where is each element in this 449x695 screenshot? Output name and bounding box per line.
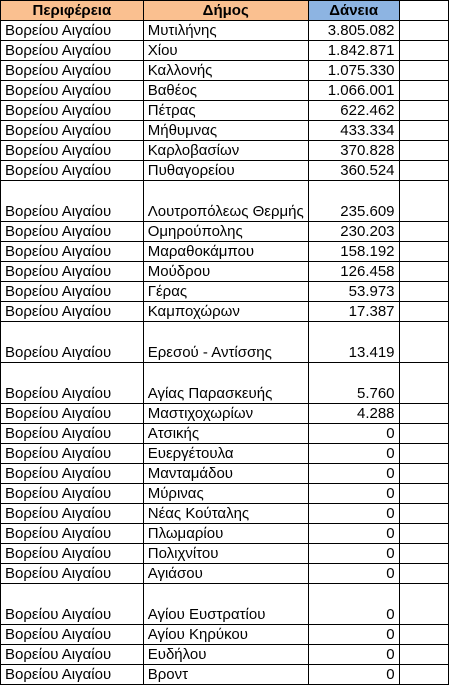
table-row xyxy=(1,181,449,222)
empty-cell[interactable] xyxy=(399,181,448,222)
empty-cell[interactable] xyxy=(399,645,448,665)
empty-cell[interactable] xyxy=(399,404,448,424)
cell-loans[interactable]: 1.075.330 xyxy=(308,61,399,81)
table-row xyxy=(1,625,449,645)
cell-municipality[interactable]: Ομηρούπολης xyxy=(143,222,308,242)
cell-region[interactable]: Βορείου Αιγαίου xyxy=(1,21,144,41)
cell-region[interactable]: Βορείου Αιγαίου xyxy=(1,504,144,524)
cell-municipality[interactable]: Πλωμαρίου xyxy=(143,524,308,544)
table-row xyxy=(1,464,449,484)
cell-region[interactable]: Βορείου Αιγαίου xyxy=(1,404,144,424)
table-row xyxy=(1,404,449,424)
table-row xyxy=(1,544,449,564)
table-row xyxy=(1,81,449,101)
cell-loans[interactable]: 0 xyxy=(308,564,399,584)
table-row xyxy=(1,584,449,625)
cell-region[interactable]: Βορείου Αιγαίου xyxy=(1,424,144,444)
cell-loans[interactable]: 3.805.082 xyxy=(308,21,399,41)
cell-region[interactable]: Βορείου Αιγαίου xyxy=(1,645,144,665)
cell-loans[interactable]: 0 xyxy=(308,524,399,544)
table-row xyxy=(1,484,449,504)
cell-municipality[interactable]: Αγίου Ευστρατίου xyxy=(143,584,308,625)
table-row xyxy=(1,262,449,282)
cell-municipality[interactable]: Αγίας Παρασκευής xyxy=(143,363,308,404)
cell-region[interactable]: Βορείου Αιγαίου xyxy=(1,161,144,181)
cell-loans[interactable]: 0 xyxy=(308,424,399,444)
cell-region[interactable]: Βορείου Αιγαίου xyxy=(1,665,144,685)
table-row xyxy=(1,141,449,161)
cell-region[interactable]: Βορείου Αιγαίου xyxy=(1,282,144,302)
cell-loans[interactable]: 0 xyxy=(308,464,399,484)
cell-loans[interactable]: 370.828 xyxy=(308,141,399,161)
cell-municipality[interactable]: Λουτροπόλεως Θερμής xyxy=(143,181,308,222)
cell-loans[interactable]: 433.334 xyxy=(308,121,399,141)
table-row xyxy=(1,564,449,584)
empty-cell[interactable] xyxy=(399,302,448,322)
table-row xyxy=(1,645,449,665)
cell-municipality[interactable]: Μύρινας xyxy=(143,484,308,504)
cell-region[interactable]: Βορείου Αιγαίου xyxy=(1,464,144,484)
cell-region[interactable]: Βορείου Αιγαίου xyxy=(1,41,144,61)
empty-cell[interactable] xyxy=(399,121,448,141)
cell-region[interactable]: Βορείου Αιγαίου xyxy=(1,484,144,504)
cell-loans[interactable]: 622.462 xyxy=(308,101,399,121)
table-row xyxy=(1,222,449,242)
cell-municipality[interactable]: Αγιάσου xyxy=(143,564,308,584)
cell-municipality[interactable]: Ευεργέτουλα xyxy=(143,444,308,464)
table-row xyxy=(1,121,449,141)
cell-municipality[interactable]: Ατσικής xyxy=(143,424,308,444)
cell-loans[interactable]: 0 xyxy=(308,544,399,564)
table-row xyxy=(1,242,449,262)
cell-loans[interactable]: 0 xyxy=(308,665,399,685)
empty-cell[interactable] xyxy=(399,262,448,282)
table-row xyxy=(1,161,449,181)
cell-municipality[interactable]: Μούδρου xyxy=(143,262,308,282)
cell-region[interactable]: Βορείου Αιγαίου xyxy=(1,222,144,242)
empty-cell[interactable] xyxy=(399,282,448,302)
cell-region[interactable]: Βορείου Αιγαίου xyxy=(1,302,144,322)
cell-region[interactable]: Βορείου Αιγαίου xyxy=(1,625,144,645)
table-row xyxy=(1,21,449,41)
empty-cell[interactable] xyxy=(399,444,448,464)
empty-cell[interactable] xyxy=(399,1,448,21)
cell-loans[interactable]: 0 xyxy=(308,484,399,504)
cell-region[interactable]: Βορείου Αιγαίου xyxy=(1,322,144,363)
cell-loans[interactable]: 158.192 xyxy=(308,242,399,262)
empty-cell[interactable] xyxy=(399,564,448,584)
cell-region[interactable]: Βορείου Αιγαίου xyxy=(1,524,144,544)
empty-cell[interactable] xyxy=(399,41,448,61)
cell-municipality[interactable]: Γέρας xyxy=(143,282,308,302)
cell-municipality[interactable]: Πέτρας xyxy=(143,101,308,121)
table-row xyxy=(1,101,449,121)
empty-cell[interactable] xyxy=(399,61,448,81)
empty-cell[interactable] xyxy=(399,665,448,685)
empty-cell[interactable] xyxy=(399,141,448,161)
cell-loans[interactable]: 17.387 xyxy=(308,302,399,322)
empty-cell[interactable] xyxy=(399,81,448,101)
cell-region[interactable]: Βορείου Αιγαίου xyxy=(1,81,144,101)
cell-region[interactable]: Βορείου Αιγαίου xyxy=(1,564,144,584)
table-row xyxy=(1,424,449,444)
cell-municipality[interactable]: Ερεσού - Αντίσσης xyxy=(143,322,308,363)
cell-loans[interactable]: 53.973 xyxy=(308,282,399,302)
empty-cell[interactable] xyxy=(399,544,448,564)
table-row xyxy=(1,665,449,685)
cell-region[interactable]: Βορείου Αιγαίου xyxy=(1,444,144,464)
empty-cell[interactable] xyxy=(399,464,448,484)
header-row xyxy=(1,1,449,21)
cell-loans[interactable]: 0 xyxy=(308,504,399,524)
cell-municipality[interactable]: Καρλοβασίων xyxy=(143,141,308,161)
empty-cell[interactable] xyxy=(399,484,448,504)
table-row xyxy=(1,444,449,464)
cell-region[interactable]: Βορείου Αιγαίου xyxy=(1,141,144,161)
table-row xyxy=(1,302,449,322)
table-row xyxy=(1,41,449,61)
cell-loans[interactable]: 0 xyxy=(308,444,399,464)
cell-municipality[interactable]: Βαθέος xyxy=(143,81,308,101)
cell-region[interactable]: Βορείου Αιγαίου xyxy=(1,544,144,564)
cell-municipality[interactable]: Καλλονής xyxy=(143,61,308,81)
cell-loans[interactable]: 0 xyxy=(308,584,399,625)
empty-cell[interactable] xyxy=(399,625,448,645)
empty-cell[interactable] xyxy=(399,363,448,404)
cell-loans[interactable]: 230.203 xyxy=(308,222,399,242)
cell-municipality[interactable]: Αγίου Κηρύκου xyxy=(143,625,308,645)
cell-region[interactable]: Βορείου Αιγαίου xyxy=(1,121,144,141)
table-row xyxy=(1,363,449,404)
column-header-region[interactable]: Περιφέρεια xyxy=(1,1,144,21)
cell-municipality[interactable]: Ευδήλου xyxy=(143,645,308,665)
cell-loans[interactable]: 235.609 xyxy=(308,181,399,222)
cell-municipality[interactable]: Μήθυμνας xyxy=(143,121,308,141)
empty-cell[interactable] xyxy=(399,584,448,625)
table-row xyxy=(1,282,449,302)
empty-cell[interactable] xyxy=(399,242,448,262)
column-header-municipality[interactable]: Δήμος xyxy=(143,1,308,21)
cell-loans[interactable]: 126.458 xyxy=(308,262,399,282)
table-row xyxy=(1,504,449,524)
cell-loans[interactable]: 13.419 xyxy=(308,322,399,363)
cell-region[interactable]: Βορείου Αιγαίου xyxy=(1,181,144,222)
cell-municipality[interactable]: Χίου xyxy=(143,41,308,61)
column-header-loans[interactable]: Δάνεια xyxy=(308,1,399,21)
empty-cell[interactable] xyxy=(399,161,448,181)
cell-municipality[interactable]: Μυτιλήνης xyxy=(143,21,308,41)
cell-municipality[interactable]: Νέας Κούταλης xyxy=(143,504,308,524)
table-row xyxy=(1,322,449,363)
cell-loans[interactable]: 4.288 xyxy=(308,404,399,424)
empty-cell[interactable] xyxy=(399,21,448,41)
cell-loans[interactable]: 1.066.001 xyxy=(308,81,399,101)
empty-cell[interactable] xyxy=(399,524,448,544)
empty-cell[interactable] xyxy=(399,101,448,121)
cell-region[interactable]: Βορείου Αιγαίου xyxy=(1,584,144,625)
cell-loans[interactable]: 360.524 xyxy=(308,161,399,181)
cell-municipality[interactable]: Καμποχώρων xyxy=(143,302,308,322)
table-body xyxy=(1,21,449,685)
cell-municipality[interactable]: Πυθαγορείου xyxy=(143,161,308,181)
cell-region[interactable]: Βορείου Αιγαίου xyxy=(1,262,144,282)
cell-loans[interactable]: 1.842.871 xyxy=(308,41,399,61)
empty-cell[interactable] xyxy=(399,222,448,242)
cell-region[interactable]: Βορείου Αιγαίου xyxy=(1,242,144,262)
cell-loans[interactable]: 0 xyxy=(308,625,399,645)
cell-region[interactable]: Βορείου Αιγαίου xyxy=(1,363,144,404)
cell-municipality[interactable]: Πολιχνίτου xyxy=(143,544,308,564)
table-row xyxy=(1,61,449,81)
cell-municipality[interactable]: Μαραθοκάμπου xyxy=(143,242,308,262)
cell-municipality[interactable]: Μανταμάδου xyxy=(143,464,308,484)
empty-cell[interactable] xyxy=(399,424,448,444)
cell-municipality[interactable]: Μαστιχοχωρίων xyxy=(143,404,308,424)
empty-cell[interactable] xyxy=(399,322,448,363)
cell-municipality[interactable]: Βροντ xyxy=(143,665,308,685)
cell-loans[interactable]: 0 xyxy=(308,645,399,665)
cell-loans[interactable]: 5.760 xyxy=(308,363,399,404)
table-row xyxy=(1,524,449,544)
empty-cell[interactable] xyxy=(399,504,448,524)
cell-region[interactable]: Βορείου Αιγαίου xyxy=(1,101,144,121)
cell-region[interactable]: Βορείου Αιγαίου xyxy=(1,61,144,81)
